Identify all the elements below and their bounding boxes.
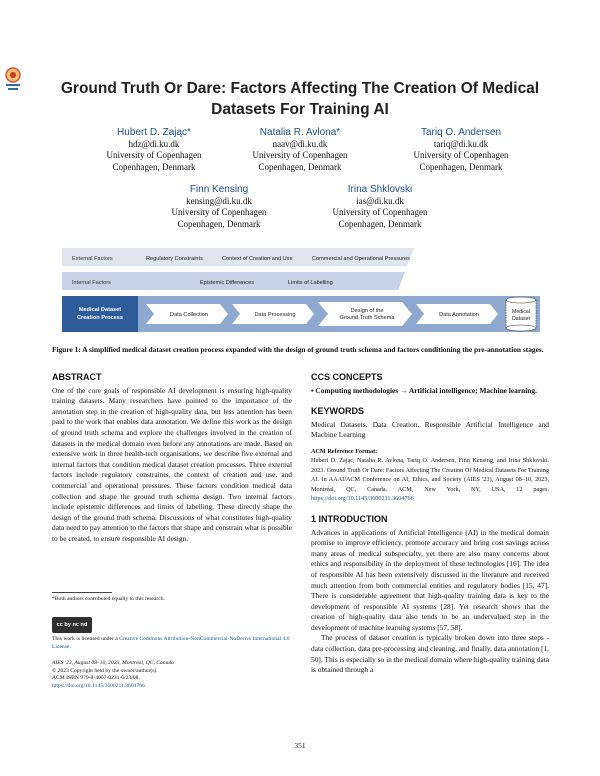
introduction-heading: 1 INTRODUCTION [311, 513, 388, 524]
process-label: Medical Dataset [78, 307, 122, 313]
author-name: Hubert D. Zając* [117, 127, 191, 138]
author-email[interactable]: tariq@di.ku.dk [433, 138, 489, 149]
author-name: Irina Shklovski [347, 184, 413, 195]
cc-license-logo[interactable] [52, 617, 92, 633]
author-block [215, 127, 385, 173]
internal-factors-label: Internal Factors [72, 280, 111, 286]
process-label: Creation Process [76, 315, 124, 321]
process-label-box [62, 296, 138, 332]
author-name: Finn Kensing [189, 184, 249, 195]
page-number: 351 [294, 741, 306, 750]
author-block [295, 184, 465, 230]
acm-logo [4, 66, 22, 94]
license-note [52, 636, 292, 651]
keywords-text: Medical Datasets, Data Creation, Responsible Artificial Intelligence and Machine Learning [311, 419, 549, 440]
right-column [311, 372, 549, 676]
author-affiliation: University of Copenhagen [332, 207, 428, 217]
author-location: Copenhagen, Denmark [177, 218, 261, 229]
copyright-line: © 2023 Copyright held by the owner/author(s). [52, 667, 158, 674]
abstract-text: One of the core goals of responsible AI development is ensuring high-quality training datasets. Many researchers have pointed to the importance of the annotation step in the creation of high-quality data, but less attention has been paid to the work that enables data annotation. We define this work as the design of ground truth schema and explore the challenges involved in the creation of datasets in the medical domain even before any annotations are made. Based on extensive work in three health-tech organisations, we describe five external and internal factors that condition medical dataset creation processes. Three external factors include regulatory constraints, the context of creation and use, and commercial and operational pressures. These factors condition medical data collection and shape the ground truth schema design. Two internal factors include epistemic differences and limits of labelling. These directly shape the design of the ground truth schema. Discussions of what constitutes high-quality data need to pay attention to the factors that shape and constrain what is possible to be created, to ensure responsible AI design. [52, 385, 292, 543]
external-factor: Commercial and Operational Pressures [312, 256, 410, 262]
ccs-heading: CCS CONCEPTS [311, 372, 383, 382]
reference-block [311, 456, 549, 504]
license-link[interactable]: Creative Commons Attribution-NonCommercial-NoDerivs International 4.0 License. [52, 636, 290, 650]
author-location: Copenhagen, Denmark [258, 161, 342, 172]
doi-link[interactable]: https://doi.org/10.1145/3600211.3604766 [52, 682, 145, 689]
publication-info [52, 660, 292, 690]
dataset-creation-figure [62, 246, 540, 336]
introduction-paragraph: Advances in applications of Artificial Intelligence (AI) in the medical domain promise to improve efficiency, promote accuracy and bring cost savings across many areas of medical subspecialty, yet there are also many concerns about ethics and responsibility in the deployment of these technologies [16]. The idea of responsible AI has been extensively discussed in the literature and received much attention from both commercial entities and regulatory bodies [15, 47]. There is considerable agreement that high-quality training data is key to the development of responsible AI systems [28]. Yet research shows that the creation of high-quality data also tends to be an undervalued step in the development of machine learning systems [57, 58]. [311, 527, 549, 632]
figure-caption: Figure 1: A simplified medical dataset creation process expanded with the design of ground truth schema and factors conditioning the pre-annotation stages. [52, 345, 544, 354]
step-label: Data Processing [254, 312, 296, 318]
paper-title: Ground Truth Or Dare: Factors Affecting The Creation Of Medical Datasets For Training AI [60, 80, 540, 118]
external-factor: Context of Creation and Use [222, 256, 293, 262]
external-factor: Regulatory Constraints [146, 256, 203, 262]
author-affiliation: University of Copenhagen [252, 150, 348, 160]
author-location: Copenhagen, Denmark [112, 161, 196, 172]
reference-heading: ACM Reference Format: [311, 447, 378, 455]
abstract-section [52, 372, 292, 545]
author-email[interactable]: naav@di.ku.dk [272, 138, 328, 149]
author-block [376, 127, 546, 173]
footnote-rule [52, 592, 112, 593]
license-prefix: This work is licensed under a [52, 636, 120, 642]
author-block [69, 127, 239, 173]
author-email[interactable]: hdz@di.ku.dk [128, 138, 180, 149]
schema-label: Ground Truth Schema [339, 315, 395, 321]
external-factors-label: External Factors [72, 256, 113, 262]
author-block [134, 184, 304, 230]
reference-text: Hubert D. Zając, Natalia R. Avlona, Tariq O. Andersen, Finn Kensing, and Irina Shklovski. 2023. Ground Truth Or Dare: Factors Affecting The Creation Of Medical Datasets For Training AI. In AAAI/ACM Conference on AI, Ethics, and Society (AIES '23), August 08–10, 2023, Montréal, QC, Canada. ACM, New York, NY, USA, 12 pages. [311, 456, 549, 493]
dataset-label: Medical [512, 309, 530, 315]
author-email[interactable]: kensing@di.ku.dk [186, 195, 252, 206]
author-location: Copenhagen, Denmark [419, 161, 503, 172]
cc-logo-text: cc by nc nd [56, 622, 88, 628]
isbn-line: ACM ISBN 979-8-4007-0231-0/23/08. [52, 675, 140, 682]
internal-factor: Limits of Labelling [288, 280, 333, 286]
introduction-paragraph: The process of dataset creation is typically broken down into three steps - data collection, data pre-processing and cleaning, and finally, data annotation [1, 50]. This is especially so in the medical domain where high-quality training data is obtained through a [311, 633, 549, 675]
author-affiliation: University of Copenhagen [171, 207, 267, 217]
keywords-heading: KEYWORDS [311, 406, 365, 417]
abstract-heading: ABSTRACT [52, 372, 102, 382]
author-email[interactable]: ias@di.ku.dk [356, 195, 404, 206]
author-name: Tariq O. Andersen [420, 127, 502, 138]
reference-doi-link[interactable]: https://doi.org/10.1145/3600211.3604766 [311, 495, 414, 503]
author-location: Copenhagen, Denmark [338, 218, 422, 229]
footnote: *Both authors contributed equally to this research. [52, 596, 165, 602]
conference-line: AIES '23, August 08–10, 2023, Montréal, QC, Canada [52, 660, 174, 666]
author-name: Natalia R. Avlona* [259, 127, 341, 138]
schema-chevron [318, 302, 412, 326]
step-label: Data Collection [170, 312, 208, 318]
dataset-label: Dataset [512, 316, 530, 322]
step-label: Data Annotation [439, 312, 479, 318]
schema-label: Design of the [350, 308, 384, 314]
internal-factor: Epistemic Differences [200, 280, 254, 286]
author-affiliation: University of Copenhagen [106, 150, 202, 160]
ccs-text: • Computing methodologies → Artificial intelligence; Machine learning. [311, 385, 537, 395]
author-affiliation: University of Copenhagen [413, 150, 509, 160]
